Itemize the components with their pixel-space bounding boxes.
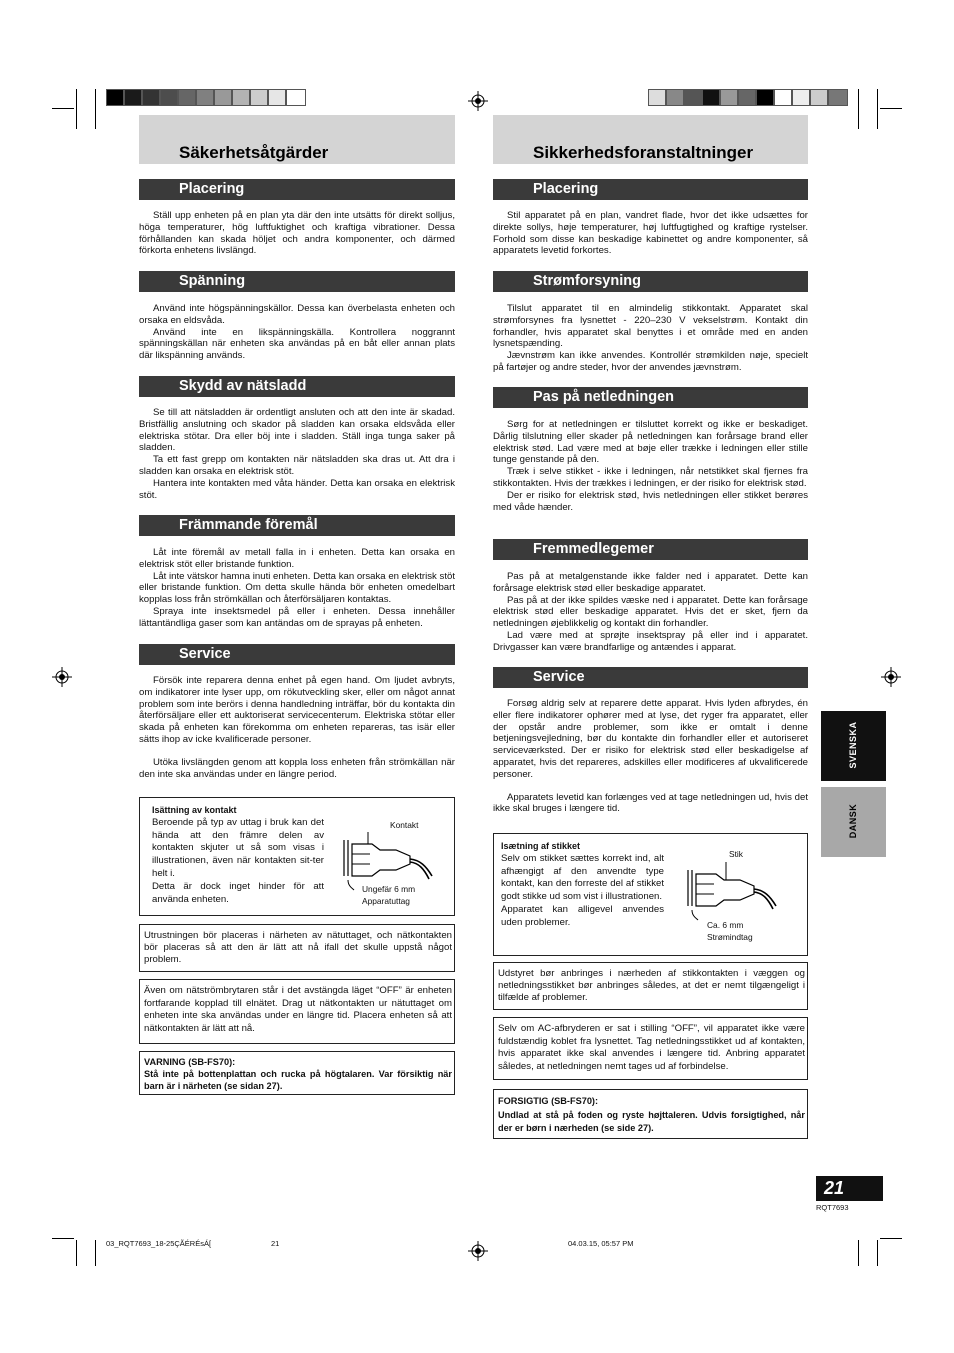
warning-box-sv — [139, 1051, 455, 1095]
plug-distance-label: Ungefär 6 mm — [362, 884, 416, 894]
crop-mark — [76, 1240, 77, 1266]
paragraph: Træk i selve stikket - ikke i ledningen, når netstikket skal fjernes fra stikkontakten. Hvis der trækkes i ledningen, er der risiko for elektrisk stød. — [493, 466, 808, 489]
warning-text: Undlad at stå på foden og ryste højttaleren. Udvis forsigtighed, når der er børn i nærheden (se side 27). — [498, 1109, 805, 1134]
footer-filename: 03_RQT7693_18-25ÇÃÉRÉsÁ[ — [106, 1239, 212, 1248]
crop-mark — [858, 89, 859, 129]
plug-distance-label: Ca. 6 mm — [707, 920, 744, 930]
crop-mark — [76, 89, 77, 129]
plug-note-box-sv — [139, 797, 455, 916]
section-body-service-sv — [139, 675, 455, 780]
section-body-placering-da — [493, 210, 808, 257]
warning-box-da — [493, 1089, 808, 1139]
paragraph: Använd inte högspänningskällor. Dessa kan överbelasta enheten och orsaka en eldsvåda. — [139, 303, 455, 326]
plug-inlet-label: Strømindtag — [707, 932, 753, 942]
plug-note-text: Selv om stikket sættes korrekt ind, alt afhængigt af den anvendte type kontakt, kan den forreste del af stikket godt stikke ud som vist i illustrationen. — [501, 852, 664, 903]
crop-mark — [877, 1240, 878, 1266]
footer-page: 21 — [271, 1239, 280, 1248]
section-body-spanning — [139, 303, 455, 362]
paragraph: Se till att nätsladden är ordentligt ansluten och att den inte är skadad. Bristfällig anslutning och skador på sladden kan orsaka eldsvåda eller elektriska stötar. Dra eller böj inte i sladden. Ställ inga tunga saker på sladden. — [139, 407, 455, 454]
placement-note-box-sv: Utrustningen bör placeras i närheten av nätuttaget, och nätkontakten bör placeras så att den är lätt att nå ifall det skulle uppstå något problem. — [139, 924, 455, 972]
plug-note-heading: Isättning av kontakt — [152, 805, 237, 815]
paragraph: Ta ett fast grepp om kontakten när nätsladden ska dras ut. Att dra i sladden kan orsaka en elektrisk stöt. — [139, 454, 455, 477]
paragraph: Utöka livslängden genom att koppla loss enheten från strömkällan när den inte ska användas under en längre period. — [139, 756, 455, 780]
paragraph: Der er risiko for elektrisk stød, hvis netledningen eller stikket berøres med våde hænder. — [493, 489, 808, 513]
color-bar-right — [648, 89, 848, 106]
crop-mark — [52, 108, 74, 109]
page-number-box — [816, 1176, 883, 1201]
language-tab-dansk: DANSK — [821, 787, 886, 857]
plug-note-heading: Isætning af stikket — [501, 841, 581, 851]
section-body-stromforsyning — [493, 303, 808, 374]
document-code: RQT7693 — [816, 1203, 849, 1212]
crop-mark — [95, 89, 96, 129]
paragraph: Pas på at metalgenstande ikke falder ned i apparatet. Dette kan forårsage elektrisk stød eller beskadige apparatet. — [493, 571, 808, 594]
crop-mark — [95, 1240, 96, 1266]
section-heading-service-da: Service — [493, 667, 808, 688]
section-heading-skydd-av-natsladd: Skydd av nätsladd — [139, 376, 455, 397]
paragraph: Pas på at der ikke spildes væske ned i apparatet. Dette kan forårsage elektrisk stød eller beskadige apparatet. Hvis det er sket, fjern da netledningen øjeblikkelig og kontakt din forhandler. — [493, 594, 808, 630]
section-heading-pas-pa-netledningen: Pas på netledningen — [493, 387, 808, 408]
page-number: 21 — [824, 1178, 845, 1198]
crop-mark — [880, 1238, 902, 1239]
paragraph: Jævnstrøm kan ikke anvendes. Kontrollér strømkilden nøje, specielt på fartøjer og andre steder, hvor der anvendes jævnstrøm. — [493, 350, 808, 373]
plug-illustration-icon — [684, 856, 780, 922]
paragraph: Ställ upp enheten på en plan yta där den inte utsätts för direkt solljus, höga temperaturer, hög luftfuktighet och kraftiga vibrationer. Dessa förhållanden kan skada höljet och andra komponenter, och därmed förkorta enhetens livslängd. — [139, 210, 455, 257]
registration-target-icon — [468, 91, 488, 111]
paragraph: Tilslut apparatet til en almindelig stikkontakt. Apparatet skal strømforsynes fra lysnettet - 220–230 V vekselstrøm. Kontakt din forhandler, hvis apparatet skal benyttes i et område med en anden lysnetspænding. — [493, 303, 808, 350]
paragraph: Försök inte reparera denna enhet på egen hand. Om ljudet avbryts, om indikatorer inte lyser upp, om rökutveckling sker, eller om något annat problem som inte berörs i denna handledning inträffar, bör du kontakta din återförsäljare eller ett auktoriserat servicecenterum. Elektriska stötar eller skada på enheten kan förekomma om enheten repareras, tas isär eller sätts ihop av icke kvalificerade personer. — [139, 675, 455, 745]
paragraph: Låt inte föremål av metall falla in i enheten. Detta kan orsaka en elektrisk stöt eller bristande funktion. — [139, 547, 455, 570]
paragraph: Hantera inte kontakten med våta händer. Detta kan orsaka en elektrisk stöt. — [139, 477, 455, 501]
plug-note-text: Beroende på typ av uttag i bruk kan det hända att den främre delen av kontakten skjuter ut så som visas i illustrationen, även när kontakten sit-ter helt i. — [152, 816, 324, 879]
section-heading-stromforsyning: Strømforsyning — [493, 271, 808, 292]
plug-note-box-da — [493, 833, 808, 956]
registration-target-icon — [52, 667, 72, 687]
paragraph: Apparatets levetid kan forlænges ved at tage netledningen ud, hvis det ikke skal bruges i længere tid. — [493, 791, 808, 815]
warning-heading: VARNING (SB-FS70): — [144, 1057, 236, 1067]
plug-note-text: Apparatet kan alligevel anvendes uden problemer. — [501, 903, 664, 928]
section-body-frammande-foremal — [139, 547, 455, 630]
section-body-placering-sv — [139, 210, 455, 257]
paragraph: Använd inte en likspänningskälla. Kontrollera noggrannt spänningskällan när enheten ska användas på en båt eller annan plats där likspänning används. — [139, 326, 455, 362]
paragraph: Spraya inte insektsmedel på eller i enheten. Dessa innehåller lättantändliga gaser som kan antändas om de sprayas på enheten. — [139, 605, 455, 629]
footer-datetime: 04.03.15, 05:57 PM — [568, 1239, 634, 1248]
section-heading-fremmedlegemer: Fremmedlegemer — [493, 539, 808, 560]
section-heading-service-sv: Service — [139, 644, 455, 665]
plug-inlet-label: Apparatuttag — [362, 896, 410, 906]
crop-mark — [858, 1240, 859, 1266]
section-body-skydd-av-natsladd — [139, 407, 455, 501]
paragraph: Lad være med at sprøjte insektspray på eller ind i apparatet. Drivgasser kan være brandfarlige og antændes i apparat. — [493, 629, 808, 653]
power-switch-note-box-sv: Även om nätströmbrytaren står i det avstängda läget “OFF” är enheten fortfarande kopplad till elnätet. Drag ut nätkontakten ur nätuttaget om enheten inte ska användas under en längre tid. Placera enheten så att nätkontakten är lätt att nå. — [139, 979, 455, 1044]
warning-heading: FORSIGTIG (SB-FS70): — [498, 1096, 599, 1106]
registration-target-icon — [468, 1241, 488, 1261]
placement-note-box-da: Udstyret bør anbringes i nærheden af stikkontakten i væggen og netledningsstikket bør anbringes således, at det er nemt tilgængeligt i tilfælde af problemer. — [493, 962, 808, 1010]
paragraph: Forsøg aldrig selv at reparere dette apparat. Hvis lyden afbrydes, én eller flere indikatorer ophører med at lyse, det ryger fra apparatet, eller der opstår andre problemer, som ikke er omtalt i denne betjeningsvejledning, bør du kontakte din forhandler eller et autoriseret serviceværksted. Der er risiko for elektrisk stød eller beskadigelse af apparatet, hvis det repareres, adskilles eller modificeres af ukvalificerede personer. — [493, 698, 808, 780]
registration-target-icon — [881, 667, 901, 687]
section-heading-placering-da: Placering — [493, 179, 808, 200]
paragraph: Stil apparatet på en plan, vandret flade, hvor det ikke udsættes for direkte sollys, høje temperaturer, høj luftfugtighed og kraftige rystelser. Forhold som disse kan beskadige kabinettet og andre komponenter, så apparatets levetid forkortes. — [493, 210, 808, 257]
section-heading-spanning: Spänning — [139, 271, 455, 292]
crop-mark — [52, 1238, 74, 1239]
section-body-pas-pa-netledningen — [493, 419, 808, 513]
crop-mark — [877, 89, 878, 129]
plug-label: Kontakt — [390, 820, 419, 830]
power-switch-note-box-da: Selv om AC-afbryderen er sat i stilling “OFF”, vil apparatet ikke være fuldstændig koblet fra lysnettet. Tag netledningsstikket ud af kontakten, hvis apparatet ikke skal anvendes i længere tid. Anbring apparatet således, at netledningen nemt tages ud af forbindelse. — [493, 1017, 808, 1080]
section-heading-placering-sv: Placering — [139, 179, 455, 200]
title-band-right — [493, 115, 808, 164]
page-title-danish: Sikkerhedsforanstaltninger — [533, 143, 754, 162]
paragraph: Låt inte vätskor hamna inuti enheten. Detta kan orsaka en elektrisk stöt eller bristande funktion. Om detta skulle hända bör enheten omedelbart kopplas loss från strömkällan och återförsäljaren kontaktas. — [139, 570, 455, 606]
plug-note-text: Detta är dock inget hinder för att använda enheten. — [152, 880, 324, 905]
language-tab-svenska: SVENSKA — [821, 711, 886, 781]
section-heading-frammande-foremal: Främmande föremål — [139, 515, 455, 536]
section-body-fremmedlegemer — [493, 571, 808, 654]
warning-text: Stå inte på bottenplattan och rucka på högtalaren. Var försiktig när barn är i närheten (se sidan 27). — [144, 1068, 452, 1091]
page-title-swedish: Säkerhetsåtgärder — [179, 143, 329, 162]
title-band-left — [139, 115, 455, 164]
paragraph: Sørg for at netledningen er tilsluttet korrekt og ikke er beskadiget. Dårlig tilslutning eller skader på netledningen kan forårsage brand eller elektrisk stød. Lad være med at bøje eller trække i ledningen eller stille tunge genstande på den. — [493, 419, 808, 466]
plug-label: Stik — [729, 849, 743, 859]
plug-illustration-icon — [340, 826, 436, 892]
crop-mark — [880, 108, 902, 109]
color-bar-left — [106, 89, 306, 106]
section-body-service-da — [493, 698, 808, 815]
